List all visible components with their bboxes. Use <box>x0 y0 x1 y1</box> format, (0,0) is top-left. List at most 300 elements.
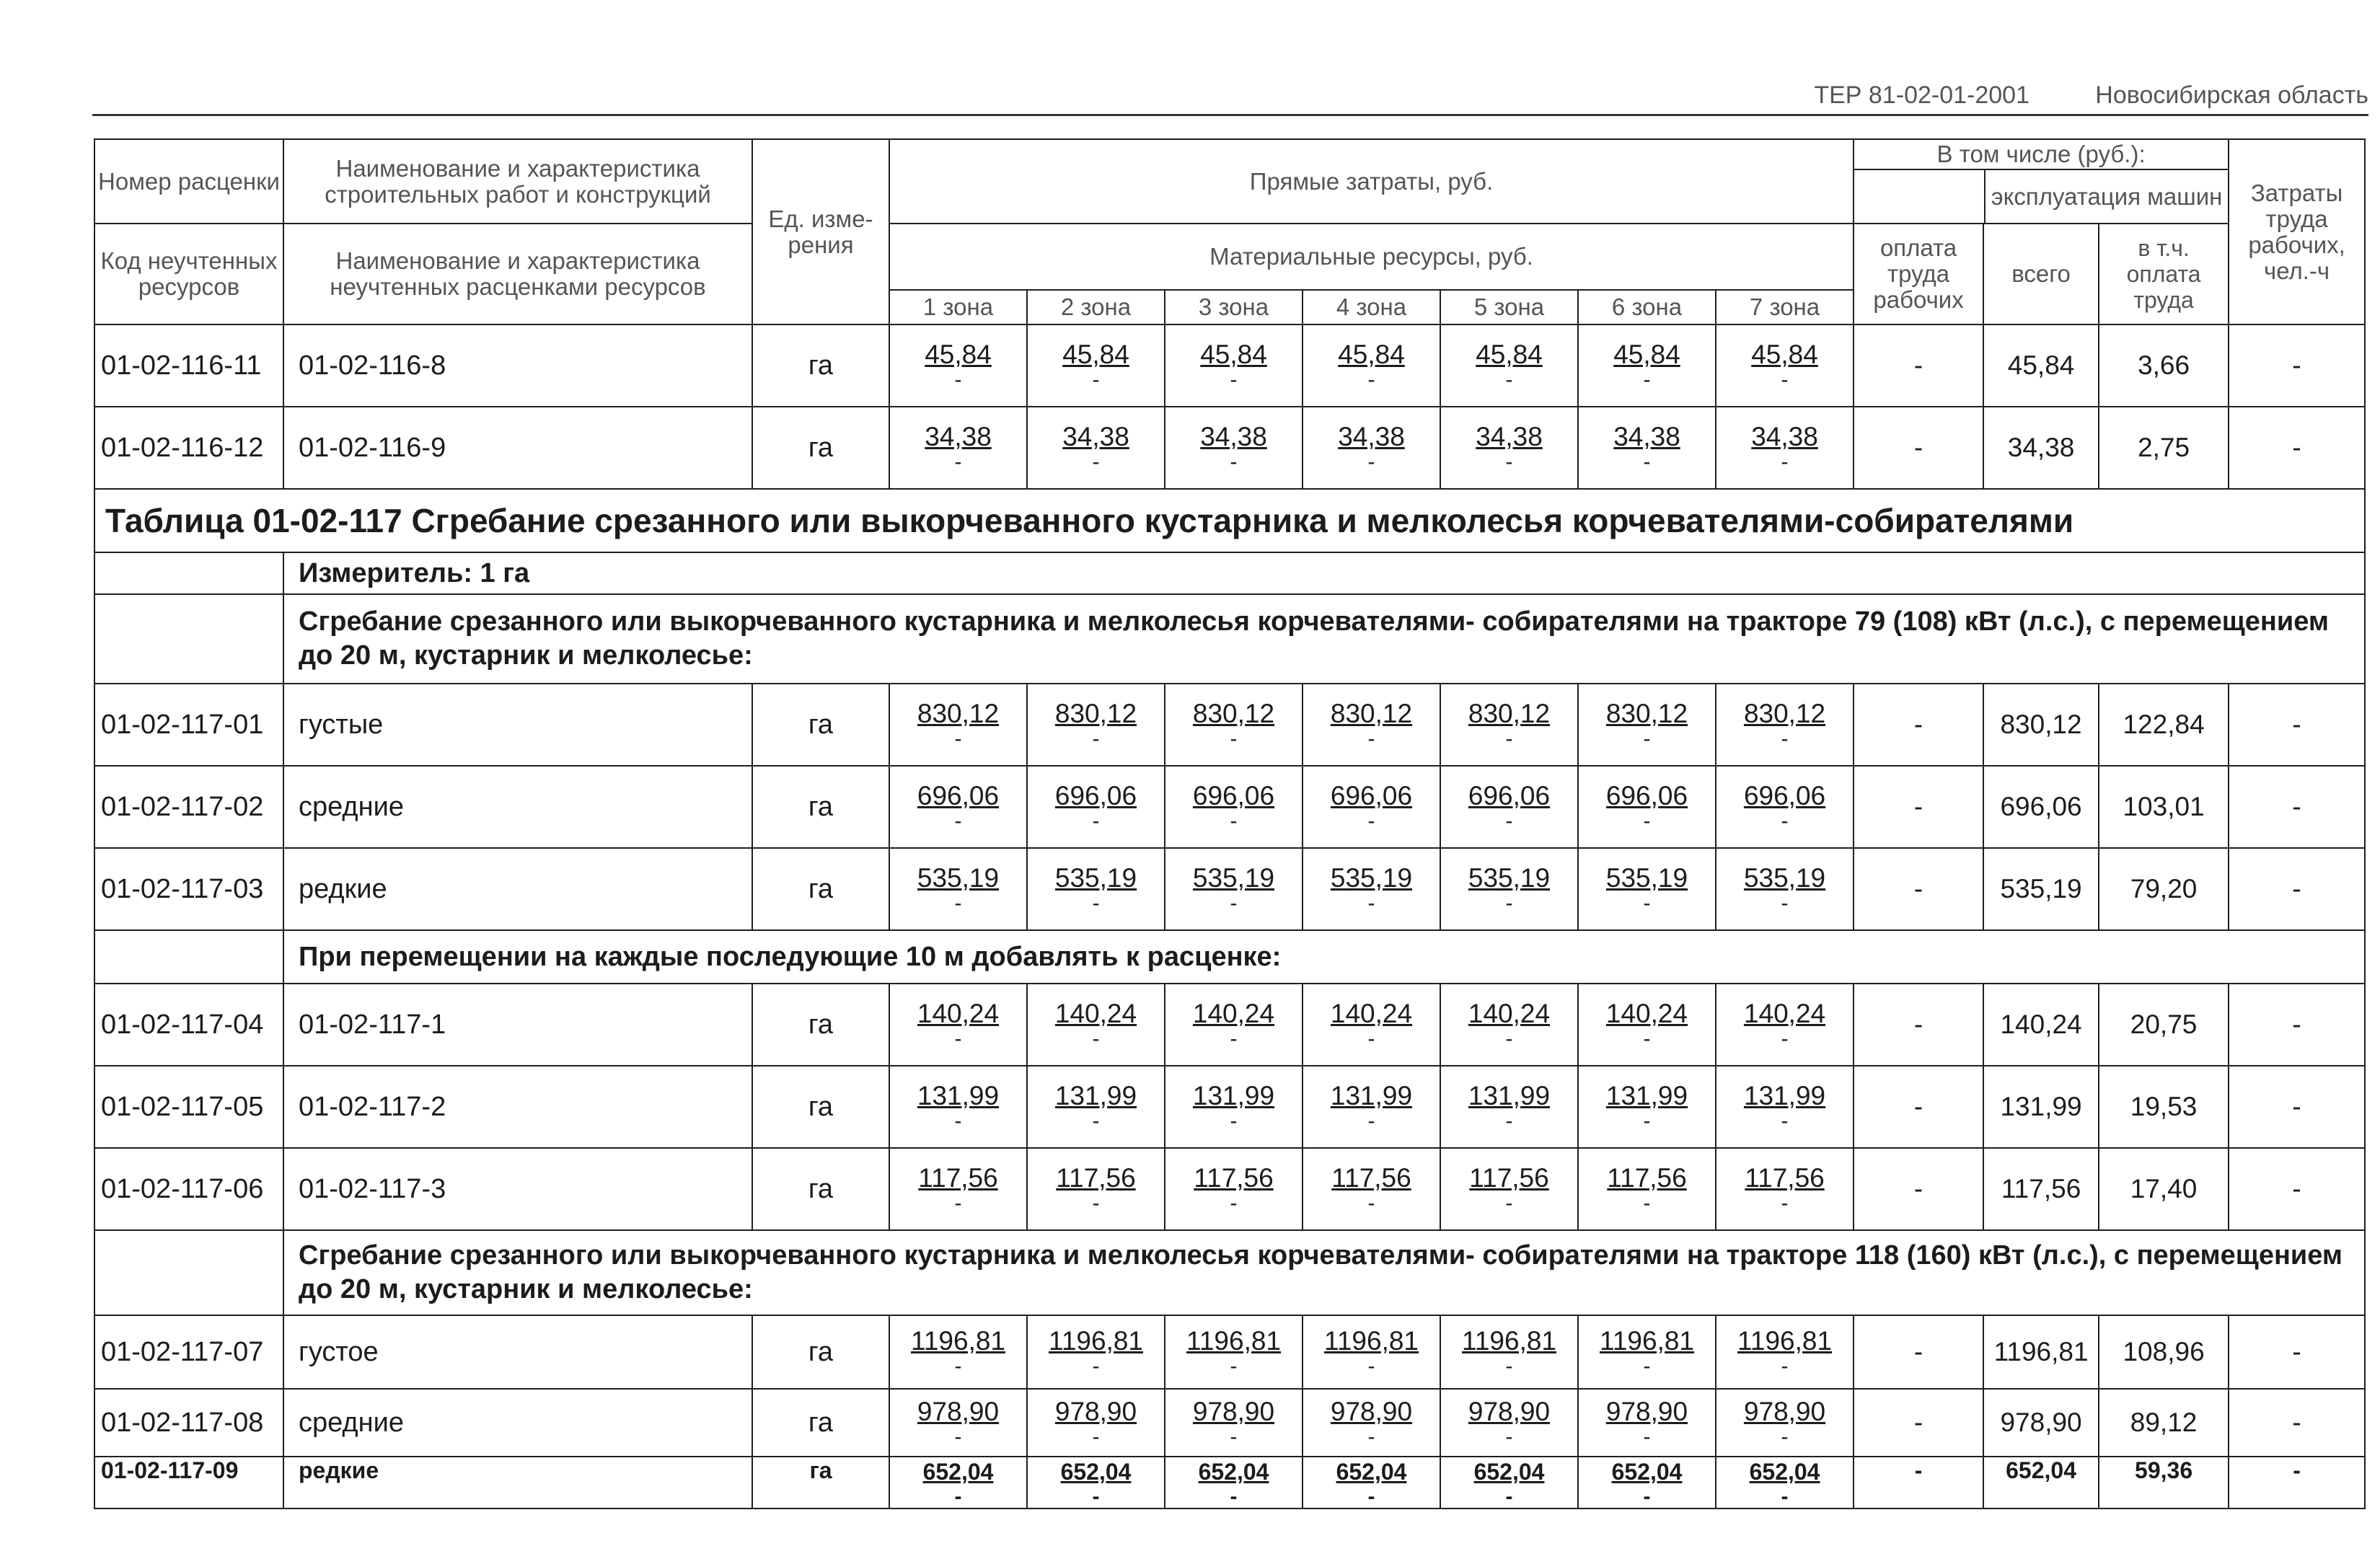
zone-material: - <box>1781 1109 1789 1133</box>
rate-code: 01-02-117-05 <box>94 1066 283 1148</box>
machine-total: 34,38 <box>1983 407 2099 489</box>
zone-material: - <box>1230 1485 1238 1509</box>
zone-cost-cell <box>1440 1315 1578 1389</box>
zone-material: - <box>1643 1354 1651 1378</box>
zone-material: - <box>1092 891 1100 915</box>
zone-cost-cell <box>1165 1066 1303 1148</box>
zone-cost: 45,84 <box>1476 340 1543 369</box>
zone-cost: 1196,81 <box>1049 1326 1143 1356</box>
zone-cost-cell <box>1716 407 1854 489</box>
rate-code: 01-02-117-07 <box>94 1315 283 1389</box>
zone-cost-cell <box>1440 324 1578 407</box>
col-unaccounted-code: Код неучтенных ресурсов <box>94 224 283 324</box>
zone-material: - <box>1367 727 1375 751</box>
machine-total: 696,06 <box>1983 766 2099 848</box>
unit: га <box>752 766 889 848</box>
zone-cost: 696,06 <box>1743 781 1826 810</box>
zone-material: - <box>1092 1425 1100 1449</box>
zone-material: - <box>1643 1191 1651 1215</box>
zone-cost: 652,04 <box>1473 1459 1545 1485</box>
zone-material: - <box>1367 1354 1375 1378</box>
zone-cost-cell <box>1440 1389 1578 1457</box>
zone-cost: 978,90 <box>1192 1397 1275 1426</box>
machine-total: 830,12 <box>1983 684 2099 766</box>
zone-cost: 140,24 <box>1330 999 1413 1028</box>
machine-total: 140,24 <box>1983 984 2099 1066</box>
zone-cost-cell <box>1165 1389 1303 1457</box>
rate-code: 01-02-117-09 <box>94 1457 283 1509</box>
zone-cost-cell <box>1578 848 1716 930</box>
table-row <box>94 324 2365 407</box>
zone-header-6: 6 зона <box>1578 290 1716 324</box>
zone-cost: 1196,81 <box>1186 1326 1281 1356</box>
zone-cost: 34,38 <box>1200 422 1267 451</box>
zone-cost-cell <box>1440 1066 1578 1148</box>
zone-cost: 117,56 <box>1607 1163 1687 1193</box>
section-1-description-row <box>94 594 2365 684</box>
zone-cost: 117,56 <box>1194 1163 1274 1193</box>
zone-cost: 652,04 <box>1060 1459 1132 1485</box>
zone-cost: 45,84 <box>1338 340 1405 369</box>
zone-material: - <box>954 1485 962 1509</box>
zone-cost: 696,06 <box>1330 781 1413 810</box>
col-unaccounted-name: Наименование и характеристика неучтенных расценками ресурсов <box>283 224 752 324</box>
zone-material: - <box>1367 1109 1375 1133</box>
zone-material: - <box>1092 1191 1100 1215</box>
zone-cost-cell <box>1716 766 1854 848</box>
zone-cost: 140,24 <box>1054 999 1137 1028</box>
col-material-resources: Материальные ресурсы, руб. <box>889 224 1854 290</box>
zone-cost: 34,38 <box>925 422 992 451</box>
col-rate-no: Номер расценки <box>94 139 283 224</box>
zone-material: - <box>1505 1027 1513 1051</box>
zone-material: - <box>1781 450 1789 474</box>
table-row <box>94 848 2365 930</box>
zone-cost: 140,24 <box>1468 999 1551 1028</box>
zone-material: - <box>954 1191 962 1215</box>
zone-cost: 978,90 <box>1605 1397 1688 1426</box>
zone-cost-cell <box>1716 1457 1854 1509</box>
zone-material: - <box>1505 727 1513 751</box>
zone-cost-cell <box>1440 1148 1578 1230</box>
machine-labor: 19,53 <box>2099 1066 2229 1148</box>
zone-material: - <box>1230 809 1238 833</box>
zone-cost-cell <box>1165 684 1303 766</box>
zone-cost: 535,19 <box>1192 863 1275 893</box>
labor-pay: - <box>1854 407 1983 489</box>
zone-material: - <box>1505 809 1513 833</box>
unit: га <box>752 848 889 930</box>
zone-material: - <box>954 1109 962 1133</box>
zone-cost: 535,19 <box>1468 863 1551 893</box>
labor-hours: - <box>2229 324 2365 407</box>
zone-material: - <box>1092 450 1100 474</box>
zone-cost: 45,84 <box>1613 340 1680 369</box>
zone-cost-cell <box>1716 1315 1854 1389</box>
zone-cost-cell <box>1578 324 1716 407</box>
zone-material: - <box>1643 809 1651 833</box>
zone-cost: 535,19 <box>1605 863 1688 893</box>
section-3-description-row <box>94 1230 2365 1315</box>
zone-header-3: 3 зона <box>1165 290 1303 324</box>
col-unit: Ед. изме-рения <box>752 139 889 324</box>
zone-cost-cell <box>1303 984 1440 1066</box>
labor-pay: - <box>1854 684 1983 766</box>
zone-material: - <box>954 727 962 751</box>
labor-hours: - <box>2229 1457 2365 1509</box>
zone-material: - <box>1230 1027 1238 1051</box>
zone-cost: 696,06 <box>1468 781 1551 810</box>
machine-total: 1196,81 <box>1983 1315 2099 1389</box>
zone-material: - <box>1505 891 1513 915</box>
zone-material: - <box>954 1027 962 1051</box>
zone-cost: 652,04 <box>1336 1459 1407 1485</box>
zone-cost-cell <box>1027 984 1165 1066</box>
zone-cost-cell <box>889 848 1027 930</box>
zone-material: - <box>1505 1191 1513 1215</box>
zone-cost: 696,06 <box>1605 781 1688 810</box>
rate-name: 01-02-117-2 <box>283 1066 752 1148</box>
zone-material: - <box>1781 809 1789 833</box>
zone-cost: 652,04 <box>1198 1459 1269 1485</box>
zone-cost: 652,04 <box>1749 1459 1820 1485</box>
zone-material: - <box>1505 450 1513 474</box>
zone-cost-cell <box>1303 1148 1440 1230</box>
zone-material: - <box>1230 1191 1238 1215</box>
zone-cost: 131,99 <box>1743 1081 1826 1110</box>
zone-cost: 830,12 <box>1468 699 1551 728</box>
zone-material: - <box>1781 727 1789 751</box>
zone-material: - <box>1643 1425 1651 1449</box>
zone-material: - <box>1781 1485 1789 1509</box>
zone-cost-cell <box>889 984 1027 1066</box>
zone-cost-cell <box>1716 848 1854 930</box>
zone-cost: 131,99 <box>917 1081 1000 1110</box>
zone-cost-cell <box>1716 984 1854 1066</box>
zone-cost-cell <box>1303 1457 1440 1509</box>
rates-table <box>94 138 2366 1509</box>
rate-code: 01-02-117-06 <box>94 1148 283 1230</box>
zone-cost: 830,12 <box>917 699 1000 728</box>
zone-cost-cell <box>889 407 1027 489</box>
zone-material: - <box>1230 727 1238 751</box>
zone-material: - <box>1230 891 1238 915</box>
machine-labor: 2,75 <box>2099 407 2229 489</box>
section-2-description: При перемещении на каждые последующие 10 м добавлять к расценке: <box>283 930 2365 984</box>
zone-cost-cell <box>1027 1389 1165 1457</box>
labor-pay: - <box>1854 1148 1983 1230</box>
zone-material: - <box>1781 1027 1789 1051</box>
zone-material: - <box>1643 727 1651 751</box>
zone-cost-cell <box>1165 984 1303 1066</box>
zone-material: - <box>1781 1354 1789 1378</box>
zone-material: - <box>1367 368 1375 392</box>
zone-cost-cell <box>1027 684 1165 766</box>
table-row <box>94 1315 2365 1389</box>
zone-cost-cell <box>1303 766 1440 848</box>
table-row <box>94 1066 2365 1148</box>
zone-material: - <box>1781 1191 1789 1215</box>
zone-cost: 34,38 <box>1062 422 1129 451</box>
zone-header-2: 2 зона <box>1027 290 1165 324</box>
zone-cost: 117,56 <box>1056 1163 1136 1193</box>
empty-cell <box>94 1230 283 1315</box>
zone-material: - <box>1367 809 1375 833</box>
labor-pay: - <box>1854 1315 1983 1389</box>
zone-material: - <box>954 368 962 392</box>
zone-material: - <box>1643 368 1651 392</box>
zone-cost: 535,19 <box>1743 863 1826 893</box>
zone-cost-cell <box>1578 1315 1716 1389</box>
zone-material: - <box>1092 1027 1100 1051</box>
zone-cost: 978,90 <box>917 1397 1000 1426</box>
labor-pay: - <box>1854 324 1983 407</box>
zone-cost-cell <box>1716 1389 1854 1457</box>
zone-material: - <box>954 891 962 915</box>
machine-total: 652,04 <box>1983 1457 2099 1509</box>
zone-cost: 140,24 <box>1605 999 1688 1028</box>
zone-header-1: 1 зона <box>889 290 1027 324</box>
unit: га <box>752 1457 889 1509</box>
zone-cost-cell <box>1303 1389 1440 1457</box>
empty-cell <box>94 594 283 684</box>
labor-pay: - <box>1854 1066 1983 1148</box>
zone-cost-cell <box>1303 407 1440 489</box>
table-row <box>94 407 2365 489</box>
region-label: Новосибирская область <box>2095 81 2368 109</box>
machine-total: 45,84 <box>1983 324 2099 407</box>
zone-cost-cell <box>1578 1457 1716 1509</box>
zone-cost: 34,38 <box>1476 422 1543 451</box>
rate-code: 01-02-117-08 <box>94 1389 283 1457</box>
zone-material: - <box>1505 1425 1513 1449</box>
header-row-2 <box>94 224 2365 290</box>
zone-cost: 978,90 <box>1330 1397 1413 1426</box>
zone-material: - <box>1367 1485 1375 1509</box>
zone-cost-cell <box>1440 848 1578 930</box>
zone-material: - <box>1643 450 1651 474</box>
zone-material: - <box>1230 450 1238 474</box>
zone-material: - <box>1092 727 1100 751</box>
machine-labor: 20,75 <box>2099 984 2229 1066</box>
zone-cost-cell <box>1578 407 1716 489</box>
zone-material: - <box>954 1354 962 1378</box>
rate-code: 01-02-117-02 <box>94 766 283 848</box>
zone-material: - <box>1230 368 1238 392</box>
zone-cost-cell <box>1165 1457 1303 1509</box>
col-total: всего <box>1983 224 2099 324</box>
rate-code: 01-02-117-03 <box>94 848 283 930</box>
zone-header-7: 7 зона <box>1716 290 1854 324</box>
zone-cost: 1196,81 <box>1462 1326 1556 1356</box>
machine-labor: 17,40 <box>2099 1148 2229 1230</box>
rate-code: 01-02-117-01 <box>94 684 283 766</box>
zone-cost-cell <box>889 1148 1027 1230</box>
col-labor-pay: оплата труда рабочих <box>1854 224 1983 324</box>
zone-cost-cell <box>889 1389 1027 1457</box>
zone-material: - <box>1781 1425 1789 1449</box>
labor-hours: - <box>2229 684 2365 766</box>
zone-cost: 45,84 <box>925 340 992 369</box>
zone-cost: 117,56 <box>1469 1163 1549 1193</box>
zone-material: - <box>1092 368 1100 392</box>
zone-cost-cell <box>1165 848 1303 930</box>
unit: га <box>752 1315 889 1389</box>
zone-cost: 131,99 <box>1468 1081 1551 1110</box>
table-row <box>94 766 2365 848</box>
table-row <box>94 684 2365 766</box>
zone-material: - <box>1367 891 1375 915</box>
zone-cost: 696,06 <box>1192 781 1275 810</box>
zone-material: - <box>1367 1191 1375 1215</box>
zone-cost-cell <box>1027 1315 1165 1389</box>
zone-cost-cell <box>889 1315 1027 1389</box>
zone-material: - <box>1092 1109 1100 1133</box>
zone-cost: 34,38 <box>1613 422 1680 451</box>
machine-labor: 89,12 <box>2099 1389 2229 1457</box>
zone-cost: 978,90 <box>1054 1397 1137 1426</box>
zone-cost-cell <box>1303 684 1440 766</box>
zone-cost: 978,90 <box>1468 1397 1551 1426</box>
zone-material: - <box>1505 1354 1513 1378</box>
zone-cost: 45,84 <box>1062 340 1129 369</box>
zone-cost-cell <box>1027 1457 1165 1509</box>
zone-cost: 117,56 <box>918 1163 998 1193</box>
section-1-description: Сгребание срезанного или выкорчеванного кустарника и мелколесья корчевателями- собирателями на тракторе 79 (108) кВт (л.с.), с перемещением до 20 м, кустарник и мелколесье: <box>283 594 2365 684</box>
zone-cost-cell <box>1578 984 1716 1066</box>
labor-hours: - <box>2229 766 2365 848</box>
zone-header-5: 5 зона <box>1440 290 1578 324</box>
zone-cost-cell <box>1716 1148 1854 1230</box>
zone-cost: 830,12 <box>1743 699 1826 728</box>
zone-cost-cell <box>1165 324 1303 407</box>
labor-hours: - <box>2229 848 2365 930</box>
zone-cost: 131,99 <box>1192 1081 1275 1110</box>
table-row <box>94 984 2365 1066</box>
zone-cost: 45,84 <box>1200 340 1267 369</box>
zone-material: - <box>1643 891 1651 915</box>
rate-code: 01-02-116-12 <box>94 407 283 489</box>
machine-labor: 3,66 <box>2099 324 2229 407</box>
col-labor-costs: Затраты труда рабочих, чел.-ч <box>2229 139 2365 324</box>
rate-name: 01-02-116-9 <box>283 407 752 489</box>
zone-material: - <box>954 1425 962 1449</box>
unit: га <box>752 984 889 1066</box>
zone-cost-cell <box>1440 684 1578 766</box>
rate-name: редкие <box>283 1457 752 1509</box>
labor-hours: - <box>2229 984 2365 1066</box>
zone-cost: 830,12 <box>1605 699 1688 728</box>
labor-hours: - <box>2229 1066 2365 1148</box>
zone-cost: 535,19 <box>1330 863 1413 893</box>
unit: га <box>752 1066 889 1148</box>
zone-cost-cell <box>889 684 1027 766</box>
zone-cost-cell <box>889 766 1027 848</box>
rate-name: редкие <box>283 848 752 930</box>
zone-cost-cell <box>1578 1066 1716 1148</box>
labor-pay: - <box>1854 1389 1983 1457</box>
zone-cost: 1196,81 <box>1324 1326 1419 1356</box>
zone-cost: 140,24 <box>1192 999 1275 1028</box>
zone-cost: 117,56 <box>1331 1163 1411 1193</box>
zone-cost-cell <box>1027 1148 1165 1230</box>
machine-total: 131,99 <box>1983 1066 2099 1148</box>
labor-hours: - <box>2229 1148 2365 1230</box>
zone-cost: 34,38 <box>1338 422 1405 451</box>
zone-cost-cell <box>1303 848 1440 930</box>
measure-label: Измеритель: 1 га <box>283 552 2365 594</box>
zone-cost-cell <box>1578 1389 1716 1457</box>
empty-cell <box>94 552 283 594</box>
unit: га <box>752 407 889 489</box>
labor-hours: - <box>2229 1389 2365 1457</box>
col-name: Наименование и характеристика строительных работ и конструкций <box>283 139 752 224</box>
machine-labor: 122,84 <box>2099 684 2229 766</box>
zone-cost-cell <box>1027 1066 1165 1148</box>
table-row <box>94 1148 2365 1230</box>
measure-label-row <box>94 552 2365 594</box>
machine-total: 978,90 <box>1983 1389 2099 1457</box>
unit: га <box>752 1148 889 1230</box>
zone-material: - <box>1092 1354 1100 1378</box>
rate-name: средние <box>283 766 752 848</box>
zone-cost-cell <box>1440 407 1578 489</box>
col-incl-labor: в т.ч. оплата труда <box>2099 224 2229 324</box>
zone-cost-cell <box>1716 1066 1854 1148</box>
labor-hours: - <box>2229 1315 2365 1389</box>
zone-cost: 117,56 <box>1745 1163 1825 1193</box>
unit: га <box>752 684 889 766</box>
zone-material: - <box>1505 1485 1513 1509</box>
zone-cost-cell <box>1165 1315 1303 1389</box>
machine-labor: 79,20 <box>2099 848 2229 930</box>
rate-name: 01-02-116-8 <box>283 324 752 407</box>
zone-cost-cell <box>1303 1315 1440 1389</box>
zone-cost: 140,24 <box>917 999 1000 1028</box>
zone-material: - <box>954 809 962 833</box>
header-row-1 <box>94 139 2365 224</box>
zone-cost: 1196,81 <box>911 1326 1005 1356</box>
machine-labor: 103,01 <box>2099 766 2229 848</box>
zone-cost: 34,38 <box>1751 422 1818 451</box>
rate-code: 01-02-116-11 <box>94 324 283 407</box>
table-row <box>94 1389 2365 1457</box>
zone-header-4: 4 зона <box>1303 290 1440 324</box>
zone-material: - <box>1505 368 1513 392</box>
zone-material: - <box>1781 891 1789 915</box>
zone-cost-cell <box>1027 407 1165 489</box>
machine-labor: 108,96 <box>2099 1315 2229 1389</box>
zone-cost: 652,04 <box>1611 1459 1683 1485</box>
zone-material: - <box>1367 450 1375 474</box>
labor-pay: - <box>1854 848 1983 930</box>
empty-cell <box>94 930 283 984</box>
zone-cost: 45,84 <box>1751 340 1818 369</box>
zone-material: - <box>1643 1485 1651 1509</box>
section-3-description: Сгребание срезанного или выкорчеванного кустарника и мелколесья корчевателями- собирателями на тракторе 118 (160) кВт (л.с.), с перемещением до 20 м, кустарник и мелколесье: <box>283 1230 2365 1315</box>
zone-cost: 830,12 <box>1330 699 1413 728</box>
rate-code: 01-02-117-04 <box>94 984 283 1066</box>
col-including <box>1854 139 2229 224</box>
zone-material: - <box>1230 1109 1238 1133</box>
labor-hours: - <box>2229 407 2365 489</box>
rate-name: 01-02-117-1 <box>283 984 752 1066</box>
zone-material: - <box>1367 1425 1375 1449</box>
zone-cost: 131,99 <box>1605 1081 1688 1110</box>
page-header <box>92 75 2368 116</box>
unit: га <box>752 1389 889 1457</box>
col-machine-op: эксплуатация машин <box>1991 182 2223 210</box>
